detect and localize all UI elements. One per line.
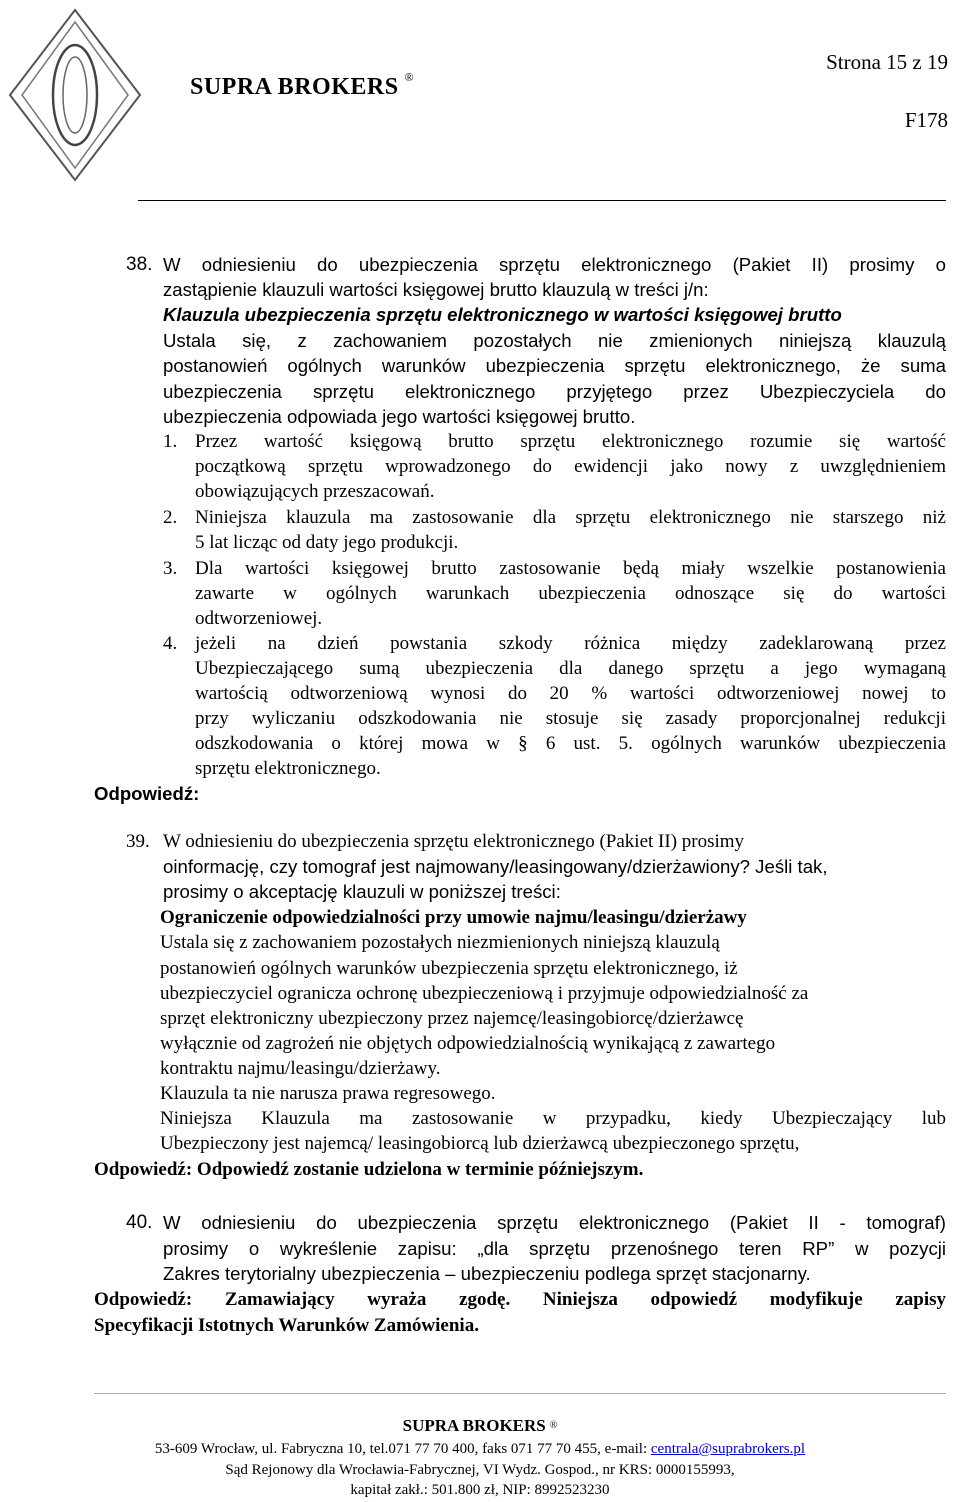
footer-registered-mark: ® [549,1420,558,1431]
q38-line-2: zastąpienie klauzuli wartości księgowej brutto klauzulą w treści j/n: [163,279,709,300]
q39-line-2: oinformację, czy tomograf jest najmowany/leasingowany/dzierżawiony? Jeśli tak, [163,856,828,877]
q38-item-1-line: początkową sprzętu wprowadzonego do ewidencji jako nowy z uwzględnieniem [195,456,946,477]
footer-email-link[interactable]: centrala@suprabrokers.pl [650,1441,806,1457]
q38-line-6: ubezpieczenia sprzętu elektronicznego przyjętego przez Ubezpieczyciela do [163,381,946,402]
q38-answer-label: Odpowiedź: [94,783,200,804]
q38-line-1: W odniesieniu do ubezpieczenia sprzętu elektronicznego (Pakiet II) prosimy o [163,254,946,275]
q38-item-3-line: odtworzeniowej. [195,608,323,629]
q39-line-13: Ubezpieczony jest najemcą/ leasingobiorcą lub dzierżawcą ubezpieczonego sprzętu, [160,1133,800,1154]
q38-item-number: 4. [163,633,178,654]
q38-item-4-line: sprzętu elektronicznego. [195,758,381,779]
footer-divider [94,1393,946,1394]
q39-line-8: sprzęt elektroniczny ubezpieczony przez najemcę/leasingobiorcę/dzierżawcę [160,1008,744,1029]
header-brand: SUPRA BROKERS ® [190,70,415,100]
q38-clause-title: Klauzula ubezpieczenia sprzętu elektronicznego w wartości księgowej brutto [163,304,842,325]
footer-address: 53-609 Wrocław, ul. Fabryczna 10, tel.071 77 70 400, faks 071 77 70 455, e-mail: centrala@suprabrokers.pl [154,1441,806,1457]
q38-item-number: 3. [163,558,178,579]
q39-line-10: kontraktu najmu/leasingu/dzierżawy. [160,1058,441,1079]
q40-line-3: Zakres terytorialny ubezpieczenia – ubezpieczeniu podlega sprzęt stacjonarny. [163,1263,811,1284]
q39-line-5: Ustala się z zachowaniem pozostałych niezmienionych niniejszą klauzulą [160,932,720,953]
q40-answer: Odpowiedź: Zamawiający wyraża zgodę. Niniejsza odpowiedź modyfikuje zapisy [94,1289,946,1310]
q38-item-4-line: jeżeli na dzień powstania szkody różnica między zadeklarowaną przez [195,633,946,654]
q38-line-5: postanowień ogólnych warunków ubezpieczenia sprzętu elektronicznego, że suma [163,355,946,376]
q39-clause-title: Ograniczenie odpowiedzialności przy umowie najmu/leasingu/dzierżawy [160,907,747,928]
header-divider [138,200,946,201]
q39-answer: Odpowiedź: Odpowiedź zostanie udzielona w terminie późniejszym. [94,1159,644,1180]
q39-line-6: postanowień ogólnych warunków ubezpieczenia sprzętu elektronicznego, iż [160,958,738,979]
q38-line-7: ubezpieczenia odpowiada jego wartości księgowej brutto. [163,406,636,427]
company-logo [0,0,150,190]
q40-answer-cont: Specyfikacji Istotnych Warunków Zamówienia. [94,1315,479,1336]
q40-line-1: W odniesieniu do ubezpieczenia sprzętu elektronicznego (Pakiet II - tomograf) [163,1212,946,1233]
q39-line-1: W odniesieniu do ubezpieczenia sprzętu elektronicznego (Pakiet II) prosimy [163,831,745,852]
q40-line-2: prosimy o wykreślenie zapisu: „dla sprzętu przenośnego teren RP” w pozycji [163,1238,946,1259]
footer-brand: SUPRA BROKERS ® [402,1416,558,1435]
question-number-39: 39. [126,831,150,852]
q39-line-9: wyłącznie od zagrożeń nie objętych odpowiedzialnością wynikającą z zawartego [160,1033,776,1054]
q38-item-3-line: Dla wartości księgowej brutto zastosowanie będą miały wszelkie postanowienia [195,558,946,579]
document-code: F178 [904,108,948,132]
q39-line-7: ubezpieczyciel ogranicza ochronę ubezpieczeniową i przyjmuje odpowiedzialność za [160,983,809,1004]
q38-item-1-line: obowiązujących przeszacowań. [195,481,435,502]
footer-capital-info: kapitał zakł.: 501.800 zł, NIP: 8992523230 [350,1482,610,1498]
footer-court-info: Sąd Rejonowy dla Wrocławia-Fabrycznej, VI Wydz. Gospod., nr KRS: 0000155993, [225,1462,735,1478]
q38-item-4-line: Ubezpieczającego sumą ubezpieczenia dla danego sprzętu a jego wymaganą [195,658,946,679]
page-number: Strona 15 z 19 [826,50,948,74]
q38-item-number: 1. [163,431,178,452]
q38-item-2-line: Niniejsza klauzula ma zastosowanie dla sprzętu elektronicznego nie starszego niż [195,507,946,528]
q38-item-4-line: wartością odtworzeniową wynosi do 20 % wartości odtworzeniowej nowej to [195,683,946,704]
q38-item-2-line: 5 lat licząc od daty jego produkcji. [195,532,459,553]
q38-item-4-line: odszkodowania o której mowa w § 6 ust. 5. ogólnych warunków ubezpieczenia [195,733,946,754]
q38-item-number: 2. [163,507,178,528]
question-number-40: 40. [126,1212,153,1233]
q38-item-4-line: przy wyliczaniu odszkodowania nie stosuje się zasady proporcjonalnej redukcji [195,708,946,729]
q39-line-3: prosimy o akceptację klauzuli w poniższej treści: [163,881,561,902]
q38-line-4: Ustala się, z zachowaniem pozostałych nie zmienionych niniejszą klauzulą [163,330,946,351]
q39-line-12: Niniejsza Klauzula ma zastosowanie w przypadku, kiedy Ubezpieczający lub [160,1108,946,1129]
registered-mark: ® [404,70,415,84]
question-number-38: 38. [126,254,153,275]
q38-item-3-line: zawarte w ogólnych warunkach ubezpieczenia odnoszące się do wartości [195,583,946,604]
q38-item-1-line: Przez wartość księgową brutto sprzętu elektronicznego rozumie się wartość [195,431,946,452]
q39-line-11: Klauzula ta nie narusza prawa regresowego. [160,1083,496,1104]
